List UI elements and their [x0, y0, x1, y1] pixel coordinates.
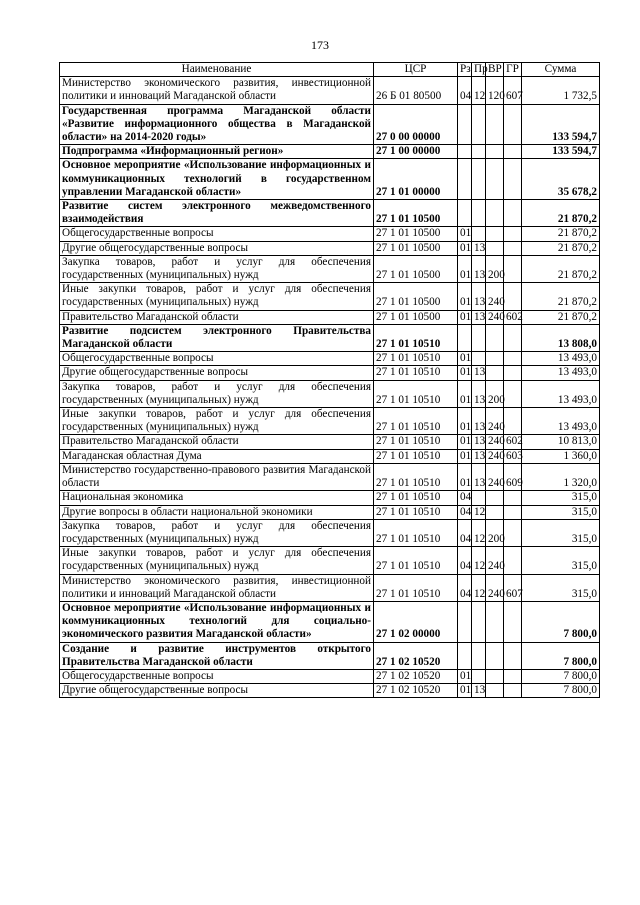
table-row	[60, 574, 600, 601]
cell-sum: 315,0	[522, 491, 600, 505]
cell-rz: 04	[458, 491, 472, 505]
cell-gr	[504, 324, 522, 351]
cell-sum: 1 360,0	[522, 449, 600, 463]
cell-gr	[504, 255, 522, 282]
cell-gr: 602	[504, 310, 522, 324]
cell-csr: 27 1 01 10510	[374, 574, 458, 601]
cell-pr: 13	[472, 408, 486, 435]
cell-pr: 12	[472, 77, 486, 104]
cell-pr: 13	[472, 380, 486, 407]
cell-vr	[486, 200, 504, 227]
cell-pr	[472, 601, 486, 642]
cell-gr	[504, 642, 522, 669]
cell-gr	[504, 366, 522, 380]
cell-gr	[504, 352, 522, 366]
cell-rz: 01	[458, 669, 472, 683]
cell-csr: 27 1 01 10500	[374, 241, 458, 255]
cell-name: Основное мероприятие «Использование информационных и коммуникационных технологий для социально-экономического развития Магаданской области»	[60, 601, 374, 642]
cell-sum: 13 493,0	[522, 380, 600, 407]
cell-gr	[504, 104, 522, 145]
cell-rz: 01	[458, 227, 472, 241]
cell-sum: 133 594,7	[522, 145, 600, 159]
table-row	[60, 505, 600, 519]
table-row	[60, 324, 600, 351]
table-row	[60, 669, 600, 683]
cell-pr: 13	[472, 310, 486, 324]
cell-csr: 27 1 01 10500	[374, 255, 458, 282]
cell-rz	[458, 642, 472, 669]
cell-gr: 603	[504, 449, 522, 463]
cell-rz: 04	[458, 574, 472, 601]
cell-vr	[486, 669, 504, 683]
cell-gr	[504, 145, 522, 159]
cell-sum: 21 870,2	[522, 283, 600, 310]
cell-pr: 12	[472, 519, 486, 546]
cell-rz	[458, 159, 472, 200]
cell-sum: 21 870,2	[522, 310, 600, 324]
cell-csr: 27 1 01 10500	[374, 310, 458, 324]
cell-pr	[472, 227, 486, 241]
cell-rz: 04	[458, 547, 472, 574]
cell-gr	[504, 408, 522, 435]
cell-csr: 27 1 01 10510	[374, 449, 458, 463]
cell-csr: 27 1 02 00000	[374, 601, 458, 642]
cell-name: Закупка товаров, работ и услуг для обеспечения государственных (муниципальных) нужд	[60, 519, 374, 546]
cell-vr: 240	[486, 310, 504, 324]
cell-rz: 01	[458, 435, 472, 449]
cell-vr	[486, 159, 504, 200]
cell-name: Другие вопросы в области национальной экономики	[60, 505, 374, 519]
table-row	[60, 241, 600, 255]
cell-csr: 26 Б 01 80500	[374, 77, 458, 104]
cell-name: Подпрограмма «Информационный регион»	[60, 145, 374, 159]
cell-sum: 315,0	[522, 505, 600, 519]
cell-pr: 13	[472, 283, 486, 310]
cell-sum: 21 870,2	[522, 241, 600, 255]
table-row	[60, 159, 600, 200]
header-gr: ГР	[504, 63, 522, 77]
cell-rz: 01	[458, 463, 472, 490]
cell-csr: 27 1 02 10520	[374, 684, 458, 698]
cell-pr: 13	[472, 435, 486, 449]
cell-csr: 27 1 01 10510	[374, 366, 458, 380]
cell-rz: 04	[458, 505, 472, 519]
cell-sum: 315,0	[522, 574, 600, 601]
cell-gr: 607	[504, 574, 522, 601]
cell-csr: 27 0 00 00000	[374, 104, 458, 145]
cell-vr	[486, 227, 504, 241]
header-sum: Сумма	[522, 63, 600, 77]
cell-rz: 01	[458, 310, 472, 324]
cell-csr: 27 1 01 10510	[374, 324, 458, 351]
cell-name: Министерство государственно-правового развития Магаданской области	[60, 463, 374, 490]
cell-vr	[486, 491, 504, 505]
cell-sum: 21 870,2	[522, 200, 600, 227]
cell-gr	[504, 283, 522, 310]
cell-rz	[458, 104, 472, 145]
cell-rz	[458, 145, 472, 159]
table-header-row	[60, 63, 600, 77]
cell-name: Другие общегосударственные вопросы	[60, 684, 374, 698]
cell-gr	[504, 380, 522, 407]
cell-gr	[504, 227, 522, 241]
table-row	[60, 408, 600, 435]
cell-vr	[486, 241, 504, 255]
cell-gr	[504, 491, 522, 505]
table-row	[60, 642, 600, 669]
cell-csr: 27 1 01 10500	[374, 227, 458, 241]
cell-pr: 13	[472, 463, 486, 490]
table-row	[60, 77, 600, 104]
cell-gr	[504, 241, 522, 255]
cell-rz: 04	[458, 77, 472, 104]
cell-vr	[486, 366, 504, 380]
cell-csr: 27 1 02 10520	[374, 642, 458, 669]
cell-vr: 240	[486, 574, 504, 601]
cell-csr: 27 1 01 10500	[374, 200, 458, 227]
cell-name: Закупка товаров, работ и услуг для обеспечения государственных (муниципальных) нужд	[60, 255, 374, 282]
table-row	[60, 547, 600, 574]
cell-name: Министерство экономического развития, инвестиционной политики и инноваций Магаданской области	[60, 574, 374, 601]
cell-csr: 27 1 01 10500	[374, 283, 458, 310]
table-row	[60, 200, 600, 227]
header-name: Наименование	[60, 63, 374, 77]
cell-vr: 120	[486, 77, 504, 104]
cell-name: Создание и развитие инструментов открытого Правительства Магаданской области	[60, 642, 374, 669]
cell-sum: 35 678,2	[522, 159, 600, 200]
cell-rz	[458, 324, 472, 351]
cell-name: Иные закупки товаров, работ и услуг для обеспечения государственных (муниципальных) нужд	[60, 547, 374, 574]
cell-gr: 607	[504, 77, 522, 104]
cell-pr: 13	[472, 449, 486, 463]
header-pr: Пр	[472, 63, 486, 77]
cell-sum: 13 493,0	[522, 352, 600, 366]
cell-pr	[472, 642, 486, 669]
cell-rz: 04	[458, 519, 472, 546]
cell-vr: 200	[486, 380, 504, 407]
cell-vr	[486, 601, 504, 642]
cell-name: Магаданская областная Дума	[60, 449, 374, 463]
cell-name: Иные закупки товаров, работ и услуг для обеспечения государственных (муниципальных) нужд	[60, 408, 374, 435]
cell-vr: 240	[486, 449, 504, 463]
cell-csr: 27 1 01 10510	[374, 352, 458, 366]
cell-vr: 200	[486, 255, 504, 282]
cell-sum: 315,0	[522, 547, 600, 574]
cell-name: Правительство Магаданской области	[60, 435, 374, 449]
cell-sum: 133 594,7	[522, 104, 600, 145]
header-vr: ВР	[486, 63, 504, 77]
header-rz: Рз	[458, 63, 472, 77]
cell-sum: 13 493,0	[522, 366, 600, 380]
cell-pr	[472, 200, 486, 227]
cell-name: Другие общегосударственные вопросы	[60, 366, 374, 380]
cell-pr	[472, 669, 486, 683]
cell-name: Другие общегосударственные вопросы	[60, 241, 374, 255]
cell-name: Правительство Магаданской области	[60, 310, 374, 324]
cell-rz: 01	[458, 241, 472, 255]
cell-pr	[472, 352, 486, 366]
cell-sum: 7 800,0	[522, 684, 600, 698]
cell-csr: 27 1 00 00000	[374, 145, 458, 159]
table-row	[60, 283, 600, 310]
cell-pr: 13	[472, 255, 486, 282]
cell-rz: 01	[458, 380, 472, 407]
cell-vr	[486, 505, 504, 519]
cell-sum: 10 813,0	[522, 435, 600, 449]
cell-csr: 27 1 01 10510	[374, 547, 458, 574]
table-row	[60, 519, 600, 546]
cell-vr	[486, 684, 504, 698]
cell-name: Основное мероприятие «Использование информационных и коммуникационных технологий в государственном управлении Магаданской области»	[60, 159, 374, 200]
cell-vr	[486, 642, 504, 669]
cell-name: Общегосударственные вопросы	[60, 669, 374, 683]
cell-sum: 21 870,2	[522, 255, 600, 282]
cell-vr	[486, 352, 504, 366]
cell-sum: 13 493,0	[522, 408, 600, 435]
cell-vr: 240	[486, 435, 504, 449]
cell-name: Общегосударственные вопросы	[60, 227, 374, 241]
cell-sum: 7 800,0	[522, 669, 600, 683]
cell-gr	[504, 200, 522, 227]
cell-pr	[472, 324, 486, 351]
cell-name: Закупка товаров, работ и услуг для обеспечения государственных (муниципальных) нужд	[60, 380, 374, 407]
cell-rz: 01	[458, 366, 472, 380]
table-row	[60, 352, 600, 366]
table-row	[60, 601, 600, 642]
cell-vr: 240	[486, 463, 504, 490]
cell-vr: 240	[486, 547, 504, 574]
cell-pr: 13	[472, 366, 486, 380]
cell-name: Национальная экономика	[60, 491, 374, 505]
cell-rz: 01	[458, 255, 472, 282]
table-row	[60, 145, 600, 159]
page-number: 173	[311, 38, 329, 52]
cell-pr: 12	[472, 547, 486, 574]
cell-sum: 21 870,2	[522, 227, 600, 241]
cell-csr: 27 1 01 10510	[374, 463, 458, 490]
cell-pr	[472, 145, 486, 159]
cell-rz	[458, 601, 472, 642]
cell-rz: 01	[458, 408, 472, 435]
cell-csr: 27 1 02 10520	[374, 669, 458, 683]
cell-gr	[504, 505, 522, 519]
cell-vr: 200	[486, 519, 504, 546]
cell-name: Государственная программа Магаданской области «Развитие информационного общества в Магаданской области» на 2014-2020 годы»	[60, 104, 374, 145]
cell-pr	[472, 104, 486, 145]
cell-gr	[504, 547, 522, 574]
cell-pr: 12	[472, 505, 486, 519]
cell-sum: 7 800,0	[522, 601, 600, 642]
cell-csr: 27 1 01 00000	[374, 159, 458, 200]
table-row	[60, 104, 600, 145]
cell-gr	[504, 684, 522, 698]
cell-pr: 13	[472, 684, 486, 698]
cell-pr: 13	[472, 241, 486, 255]
cell-vr: 240	[486, 283, 504, 310]
cell-vr	[486, 104, 504, 145]
cell-rz: 01	[458, 684, 472, 698]
cell-pr	[472, 159, 486, 200]
table-row	[60, 366, 600, 380]
cell-gr: 602	[504, 435, 522, 449]
cell-csr: 27 1 01 10510	[374, 435, 458, 449]
cell-name: Развитие подсистем электронного Правительства Магаданской области	[60, 324, 374, 351]
cell-vr	[486, 145, 504, 159]
cell-rz: 01	[458, 449, 472, 463]
table-body	[60, 77, 600, 698]
cell-csr: 27 1 01 10510	[374, 408, 458, 435]
table-row	[60, 491, 600, 505]
cell-gr: 609	[504, 463, 522, 490]
table-row	[60, 684, 600, 698]
cell-rz	[458, 200, 472, 227]
cell-name: Развитие систем электронного межведомственного взаимодействия	[60, 200, 374, 227]
cell-csr: 27 1 01 10510	[374, 491, 458, 505]
cell-csr: 27 1 01 10510	[374, 505, 458, 519]
table-row	[60, 255, 600, 282]
cell-sum: 315,0	[522, 519, 600, 546]
cell-pr	[472, 491, 486, 505]
cell-gr	[504, 519, 522, 546]
cell-vr	[486, 324, 504, 351]
cell-rz: 01	[458, 352, 472, 366]
table-row	[60, 380, 600, 407]
cell-sum: 1 320,0	[522, 463, 600, 490]
cell-sum: 13 808,0	[522, 324, 600, 351]
cell-csr: 27 1 01 10510	[374, 380, 458, 407]
cell-sum: 7 800,0	[522, 642, 600, 669]
table-row	[60, 227, 600, 241]
cell-gr	[504, 601, 522, 642]
cell-sum: 1 732,5	[522, 77, 600, 104]
cell-name: Иные закупки товаров, работ и услуг для обеспечения государственных (муниципальных) нужд	[60, 283, 374, 310]
cell-gr	[504, 159, 522, 200]
cell-name: Общегосударственные вопросы	[60, 352, 374, 366]
table-row	[60, 463, 600, 490]
table-row	[60, 310, 600, 324]
cell-name: Министерство экономического развития, инвестиционной политики и инноваций Магаданской области	[60, 77, 374, 104]
table-row	[60, 435, 600, 449]
cell-rz: 01	[458, 283, 472, 310]
cell-vr: 240	[486, 408, 504, 435]
budget-table	[59, 62, 600, 698]
cell-csr: 27 1 01 10510	[374, 519, 458, 546]
cell-gr	[504, 669, 522, 683]
cell-pr: 12	[472, 574, 486, 601]
table-row	[60, 449, 600, 463]
header-csr: ЦСР	[374, 63, 458, 77]
